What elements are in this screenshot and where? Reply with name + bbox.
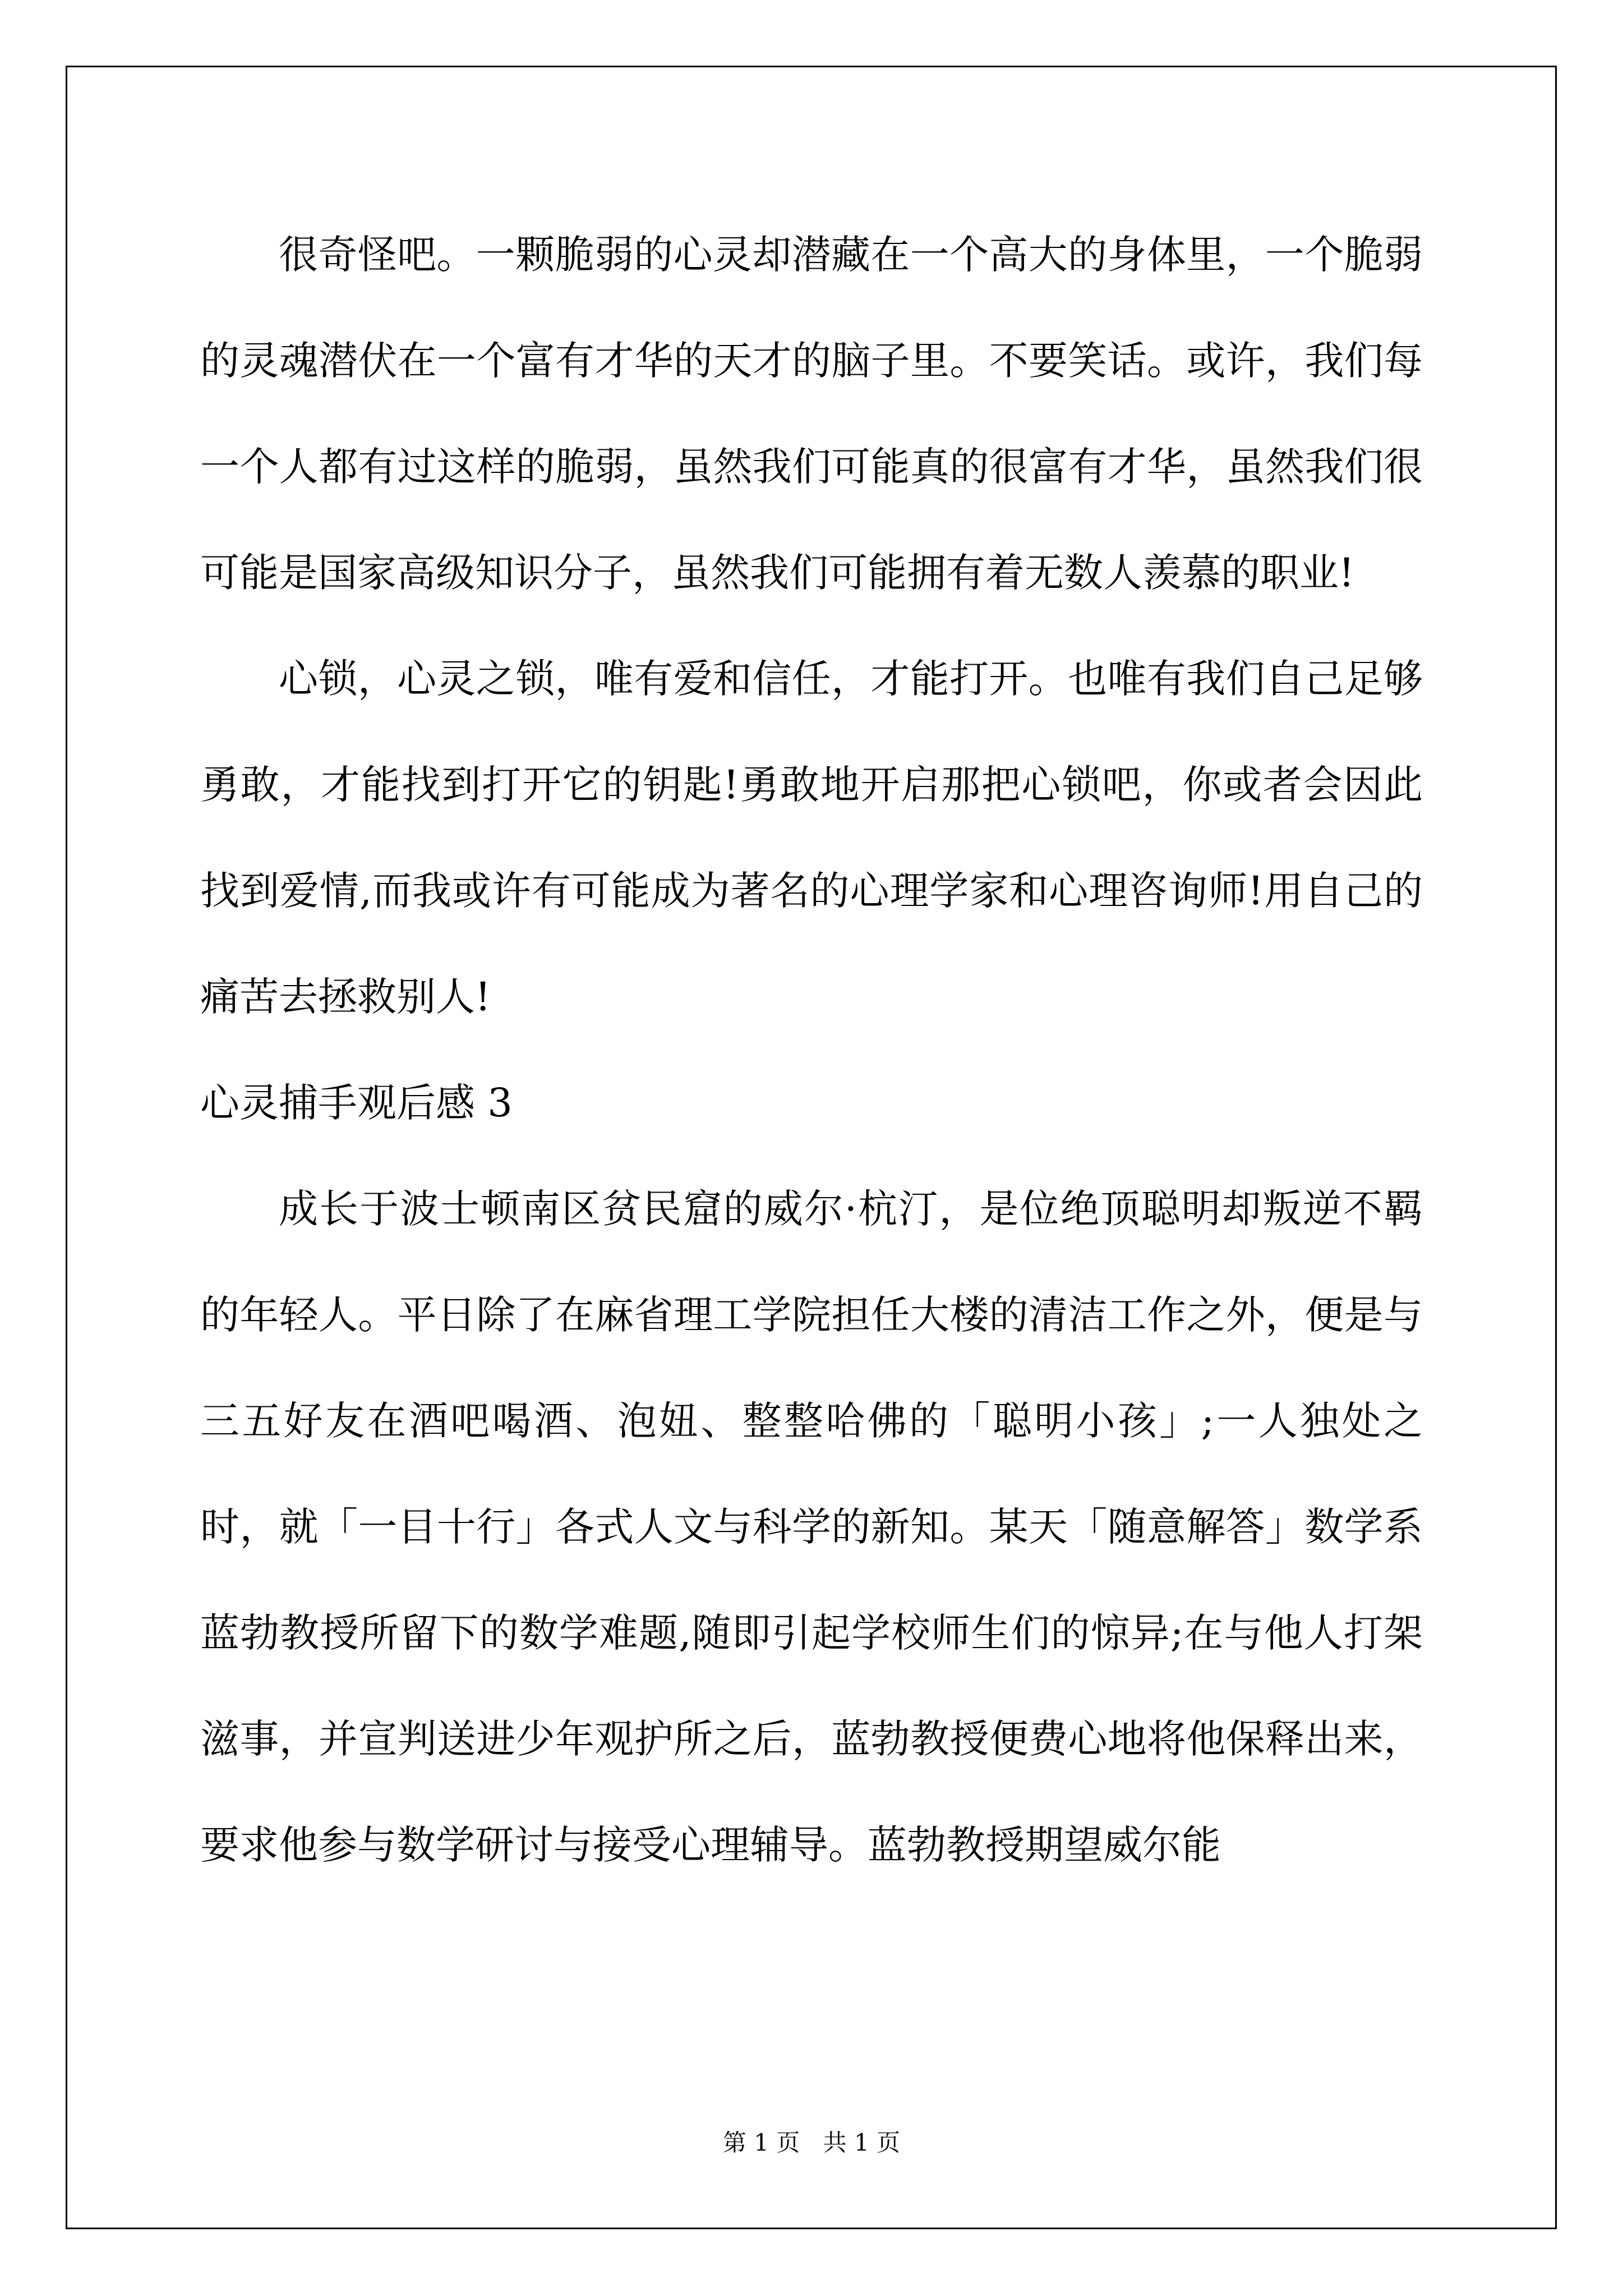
paragraph-3: 成长于波士顿南区贫民窟的威尔·杭汀，是位绝顶聪明却叛逆不羁的年轻人。平日除了在麻省理工学院担任大楼的清洁工作之外，便是与三五好友在酒吧喝酒、泡妞、整整哈佛的「聪明小孩」;一人独处之时，就「一目十行」各式人文与科学的新知。某天「随意解答」数学系蓝勃教授所留下的数学难题,随即引起学校师生们的惊异;在与他人打架滋事，并宣判送进少年观护所之后，蓝勃教授便费心地将他保释出来，要求他参与数学研讨与接受心理辅导。蓝勃教授期望威尔能 [200, 1186, 1423, 1868]
page-footer [0, 2126, 1623, 2160]
paragraph-2: 心锁，心灵之锁，唯有爱和信任，才能打开。也唯有我们自己足够勇敢，才能找到打开它的钥匙!勇敢地开启那把心锁吧，你或者会因此找到爱情,而我或许有可能成为著名的心理学家和心理咨询师!用自己的痛苦去拯救别人! [200, 656, 1423, 1020]
paragraph-1: 很奇怪吧。一颗脆弱的心灵却潜藏在一个高大的身体里，一个脆弱的灵魂潜伏在一个富有才华的天才的脑子里。不要笑话。或许，我们每一个人都有过这样的脆弱，虽然我们可能真的很富有才华，虽然我们很可能是国家高级知识分子，虽然我们可能拥有着无数人羡慕的职业! [200, 232, 1423, 596]
page-number-total: 共 1 页 [823, 2129, 901, 2156]
page-number-current: 第 1 页 [722, 2129, 800, 2156]
document-body [200, 202, 1423, 1898]
section-heading: 心灵捕手观后感 3 [200, 1080, 513, 1126]
